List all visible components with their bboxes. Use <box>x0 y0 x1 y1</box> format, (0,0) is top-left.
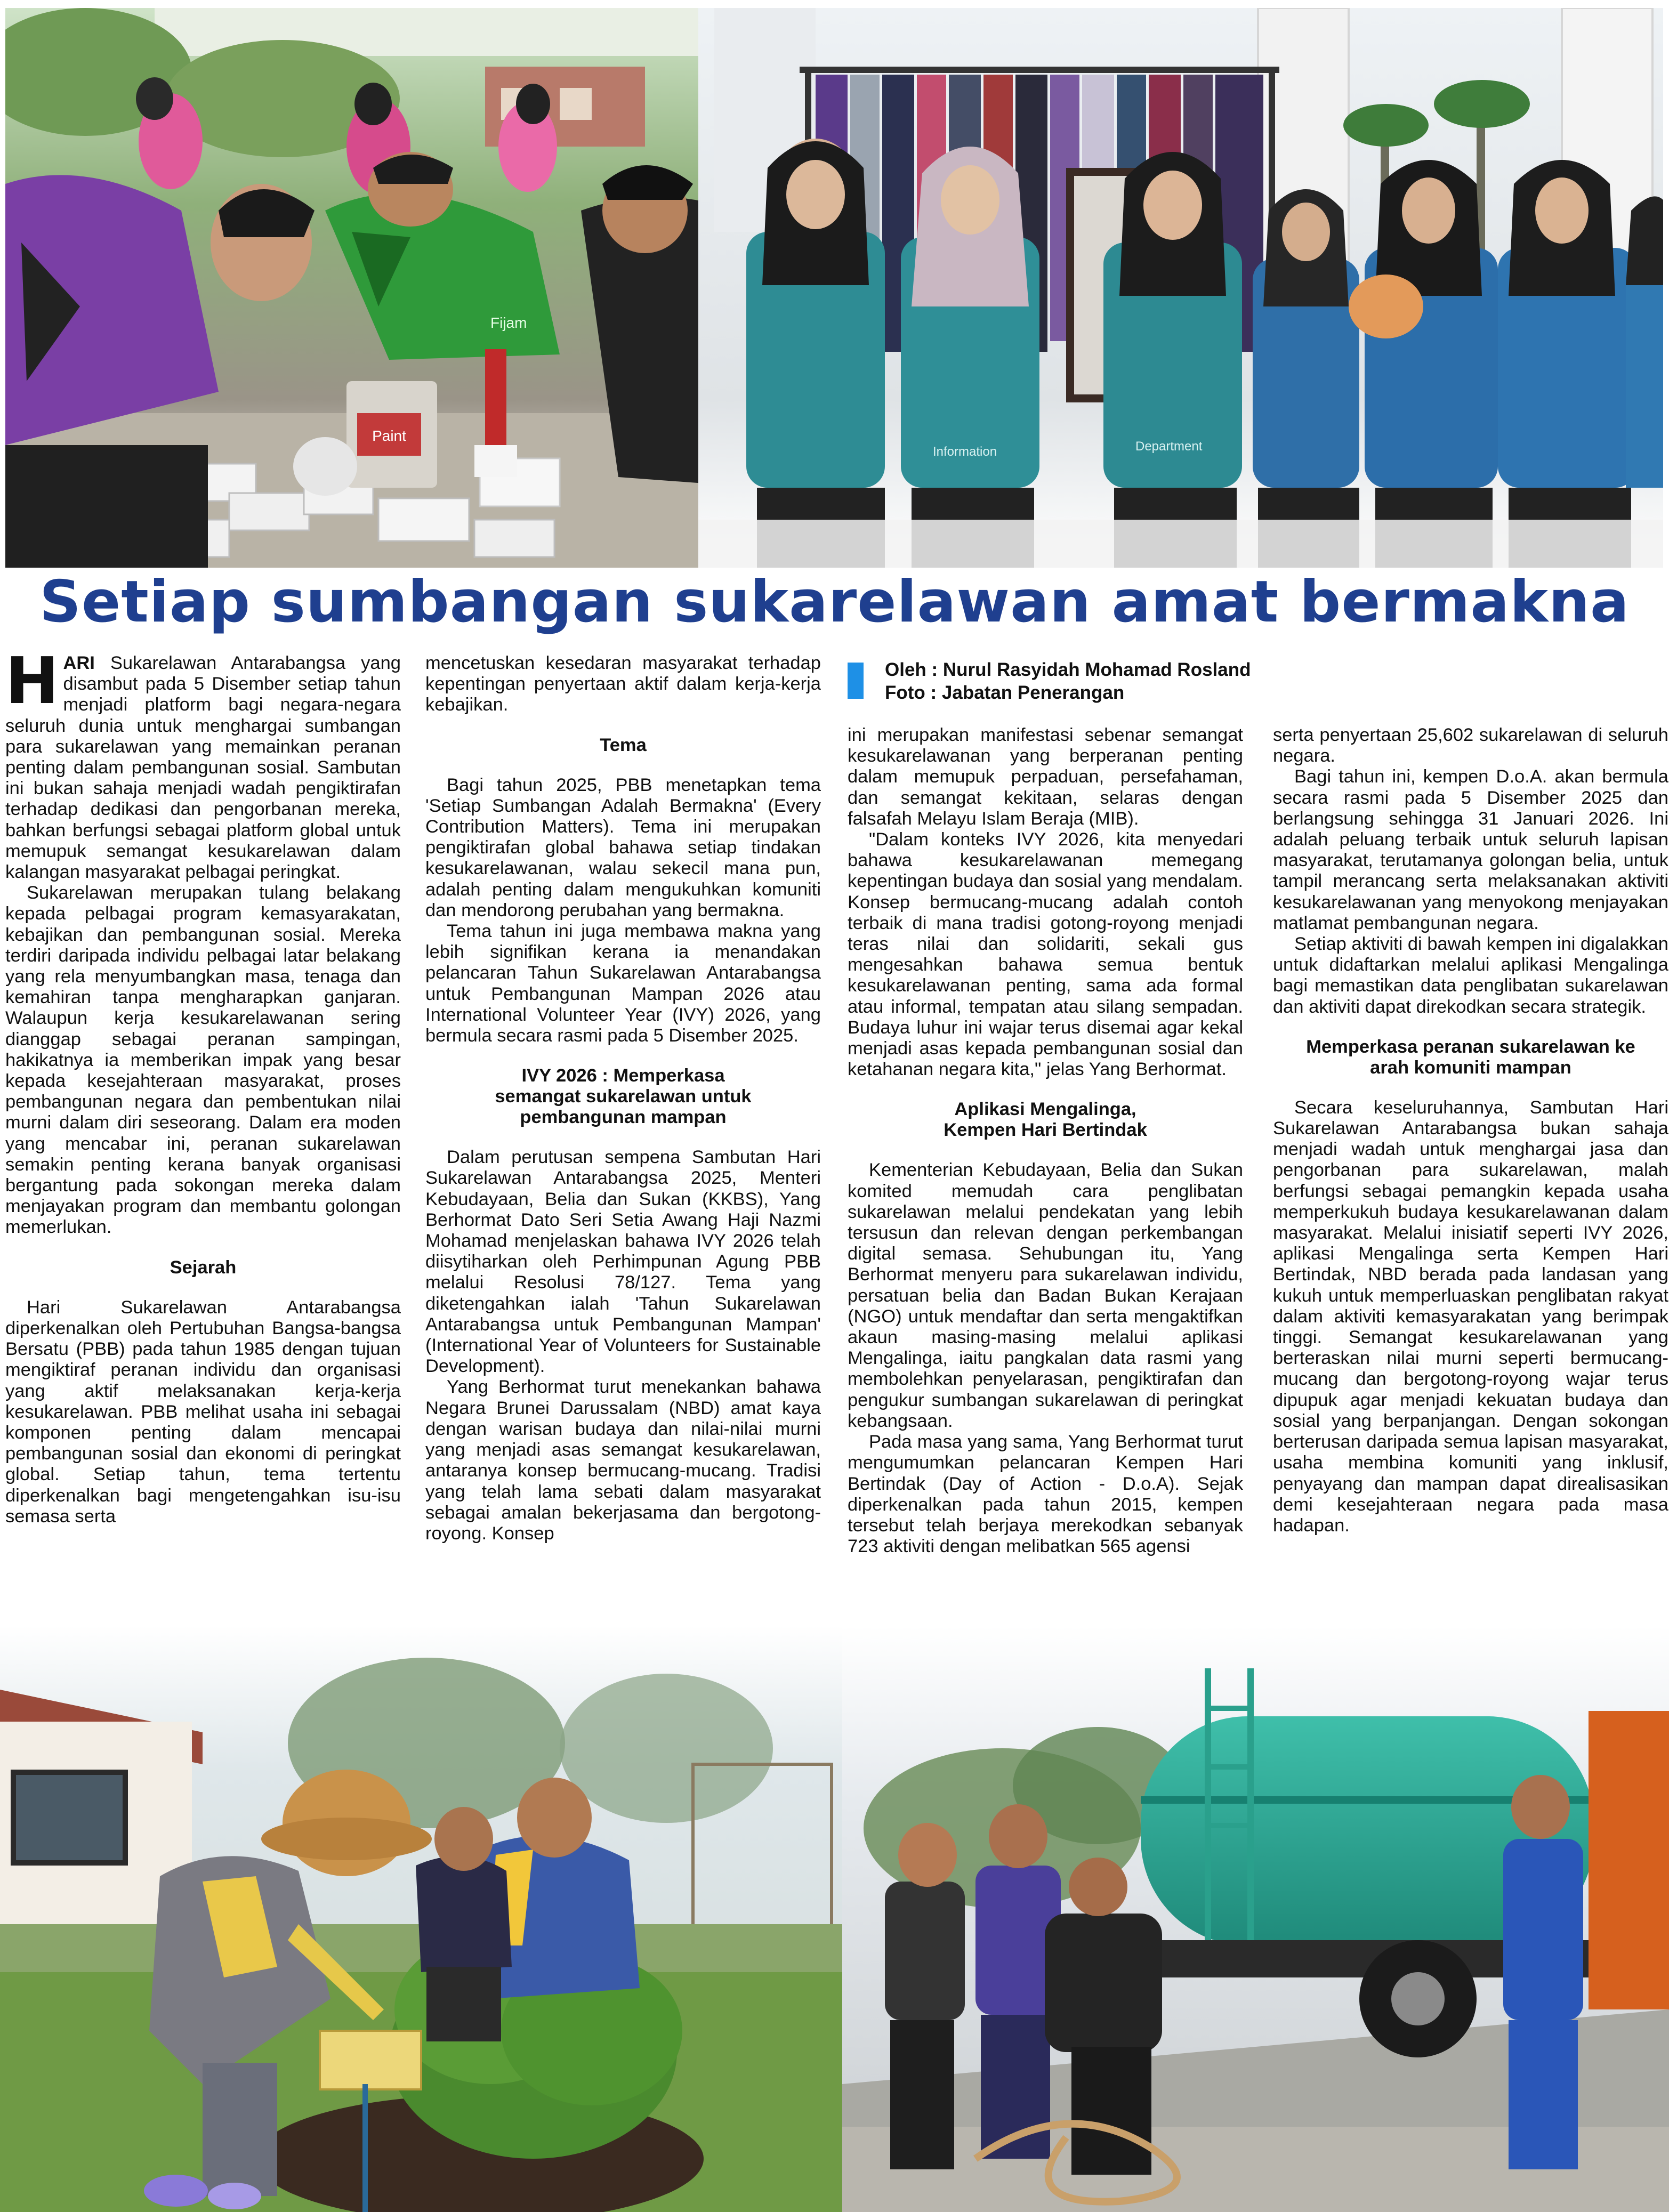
paragraph: Sukarelawan merupakan tulang belakang kepada pelbagai program kemasyarakatan, kebajikan dan pembangunan sosial. Mereka terdiri daripada individu pelbagai latar belakang yang rela menyumbangkan masa, tenaga dan kemahiran tanpa mengharapkan ganjaran. Walaupun kerja kesukarelawanan sering dianggap sebagai peranan sampingan, hakikatnya ia memberikan impak yang besar kepada kesejahteraan masyarakat, proses pembangunan negara dan pembentukan nilai murni dalam diri seseorang. Dalam era moden yang mencabar ini, peranan sukarelawan semakin penting kerana banyak organisasi bergantung pada sokongan mereka dalam menjayakan program dan membantu golongan memerlukan. <box>5 883 401 1238</box>
vest-print-left: Information <box>933 445 997 459</box>
photo-volunteers-painting <box>5 8 762 568</box>
paragraph: serta penyertaan 25,602 sukarelawan di seluruh negara. <box>1273 725 1668 766</box>
photo-water-tanker <box>842 1626 1669 2212</box>
byline-author: Oleh : Nurul Rasyidah Mohamad Rosland <box>885 659 1251 680</box>
photo-tree-planting <box>0 1626 906 2212</box>
subheading-aplikasi <box>848 1099 1243 1141</box>
paint-can-label: Paint <box>372 427 406 444</box>
dropcap: H <box>5 653 59 719</box>
article-column-2 <box>425 653 821 1620</box>
photo-women-praying <box>698 8 1663 568</box>
paragraph: Pada masa yang sama, Yang Berhormat turut mengumumkan pelancaran Kempen Hari Bertindak (Day of Action - D.o.A). Sejak diperkenalkan pada tahun 2015, kempen tersebut telah berjaya merekodkan sebanyak 723 aktiviti dengan melibatkan 565 agensi <box>848 1432 1243 1557</box>
article-column-4 <box>1273 725 1668 1620</box>
subheading-line: Memperkasa peranan sukarelawan ke <box>1306 1036 1635 1057</box>
subheading-line: Kempen Hari Bertindak <box>944 1120 1147 1141</box>
paragraph: ini merupakan manifestasi sebenar semangat kesukarelawanan yang berperanan penting dalam memupuk perpaduan, persefahaman, dan semangat kekitaan, selaras dengan falsafah Melayu Islam Beraja (MIB). <box>848 725 1243 829</box>
subheading-tema: Tema <box>600 734 647 755</box>
subheading-line: semangat sukarelawan untuk <box>495 1086 752 1107</box>
subheading-line: IVY 2026 : Memperkasa <box>521 1065 725 1086</box>
article-column-3 <box>848 725 1243 1620</box>
subheading-sejarah: Sejarah <box>170 1257 237 1278</box>
headline: Setiap sumbangan sukarelawan amat bermakna <box>39 569 1630 635</box>
paragraph: Kementerian Kebudayaan, Belia dan Sukan komited memudah cara penglibatan sukarelawan melalui pendekatan yang lebih tersusun dan relevan dengan perkembangan digital semasa. Sehubungan itu, Yang Berhormat menyeru para sukarelawan individu, persatuan belia dan Badan Bukan Kerajaan (NGO) untuk mendaftar dan serta mengaktifkan akaun masing-masing melalui aplikasi Mengalinga, iaitu pangkalan data rasmi yang membolehkan penyelarasan, pengiktirafan dan pengukur sumbangan sukarelawan di peringkat kebangsaan. <box>848 1160 1243 1431</box>
subheading-memperkasa <box>1273 1037 1668 1078</box>
paragraph <box>5 653 401 883</box>
paragraph: Secara keseluruhannya, Sambutan Hari Sukarelawan Antarabangsa bukan sahaja menjadi wadah untuk menghargai jasa dan pengorbanan para sukarelawan, malah berfungsi sebagai pemangkin kepada usaha memperkukuh budaya kesukarelawanan dalam masyarakat. Melalui inisiatif seperti IVY 2026, aplikasi Mengalinga serta Kempen Hari Bertindak, NBD berada pada landasan yang kukuh untuk memperluaskan penglibatan rakyat dalam aktiviti kemasyarakatan yang berimpak tinggi. Semangat kesukarelawanan yang berteraskan nilai murni seperti bermucang-mucang dan bergotong-royong wajar terus dipupuk agar menjadi kekuatan budaya dan sosial yang berpanjangan. Dengan sokongan berterusan daripada semua lapisan masyarakat, usaha membina komuniti yang inklusif, penyayang dan mampan dapat direalisasikan demi kesejahteraan negara pada masa hadapan. <box>1273 1097 1668 1536</box>
paragraph: Bagi tahun ini, kempen D.o.A. akan bermula secara rasmi pada 5 Disember 2025 dan berlangsung sehingga 31 Januari 2026. Ini adalah peluang terbaik untuk seluruh lapisan masyarakat, terutamanya golongan belia, untuk tampil merancang serta melaksanakan aktiviti kesukarelawanan yang menyokong menjayakan matlamat pembangunan negara. <box>1273 766 1668 933</box>
subheading-line: arah komuniti mampan <box>1370 1057 1571 1078</box>
byline-accent-bar <box>848 663 864 699</box>
paragraph: Yang Berhormat turut menekankan bahawa Negara Brunei Darussalam (NBD) amat kaya dengan warisan budaya dan nilai-nilai murni yang menjadi asas semangat kesukarelawan, antaranya konsep bermucang-mucang. Tradisi yang telah lama sebati dalam masyarakat sebagai amalan bekerjasama dan bergotong-royong. Konsep <box>425 1377 821 1544</box>
shirt-print: Fijam <box>490 314 527 331</box>
vest-print-right: Department <box>1135 439 1203 454</box>
paragraph: Dalam perutusan sempena Sambutan Hari Sukarelawan Antarabangsa 2025, Menteri Kebudayaan, Belia dan Sukan (KKBS), Yang Berhormat Dato Seri Setia Awang Haji Nazmi Mohamad menjelaskan bahawa IVY 2026 telah diisytiharkan oleh Perhimpunan Agung PBB melalui Resolusi 78/127. Tema yang diketengahkan ialah 'Tahun Sukarelawan Antarabangsa untuk Pembangunan Mampan' (International Year of Volunteers for Sustainable Development). <box>425 1147 821 1377</box>
paragraph: mencetuskan kesedaran masyarakat terhadap kepentingan penyertaan aktif dalam kerja-kerja kebajikan. <box>425 653 821 715</box>
lead-caps: ARI <box>63 653 95 673</box>
article-column-1 <box>5 653 401 1620</box>
paragraph: Tema tahun ini juga membawa makna yang lebih signifikan kerana ia menandakan pelancaran Tahun Sukarelawan Antarabangsa untuk Pembangunan Mampan 2026 atau International Volunteer Year (IVY) 2026, yang bermula secara rasmi pada 5 Disember 2025. <box>425 921 821 1046</box>
subheading-ivy <box>425 1065 821 1128</box>
paragraph: Bagi tahun 2025, PBB menetapkan tema 'Setiap Sumbangan Adalah Bermakna' (Every Contribution Matters). Tema ini merupakan pengiktirafan global bahawa setiap tindakan kesukarelawanan, walau sekecil mana pun, adalah penting dalam mengukuhkan komuniti dan mendorong perubahan yang bermakna. <box>425 774 821 921</box>
subheading-line: Aplikasi Mengalinga, <box>954 1099 1136 1120</box>
subheading-line: pembangunan mampan <box>520 1107 727 1128</box>
byline <box>848 658 1274 704</box>
paragraph-text: Sukarelawan Antarabangsa yang disambut pada 5 Disember setiap tahun menjadi platform bagi negara-negara seluruh dunia untuk menghargai sumbangan para sukarelawan yang memainkan peranan penting dalam pembangunan sosial. Sambutan ini bukan sahaja menjadi wadah pengiktirafan terhadap dedikasi dan pengorbanan mereka, bahkan berfungsi sebagai platform global untuk memupuk semangat kesukarelawan dalam kalangan masyarakat pelbagai peringkat. <box>5 653 401 883</box>
paragraph: Hari Sukarelawan Antarabangsa diperkenalkan oleh Pertubuhan Bangsa-bangsa Bersatu (PBB) pada tahun 1985 dengan tujuan mengiktiraf peranan individu dan organisasi yang aktif melaksanakan kerja-kerja kesukarelawan. PBB melihat usaha ini sebagai komponen penting dalam mencapai pembangunan sosial dan ekonomi di peringkat global. Setiap tahun, tema tertentu diperkenalkan bagi mengetengahkan isu-isu semasa serta <box>5 1297 401 1527</box>
paragraph: "Dalam konteks IVY 2026, kita menyedari bahawa kesukarelawanan memegang kepentingan budaya dan sosial yang mendalam. Konsep bermucang-mucang adalah contoh terbaik di mana tradisi gotong-royong menjadi teras nilai dan solidariti, sekali gus mengesahkan bahawa semua bentuk kesukarelawanan penting, sama ada formal atau informal, tempatan atau silang sempadan. Budaya luhur ini wajar terus disemai agar kekal menjadi asas kepada pembangunan sosial dan ketahanan negara kita," jelas Yang Berhormat. <box>848 829 1243 1080</box>
byline-photo-credit: Foto : Jabatan Penerangan <box>885 682 1125 703</box>
paragraph: Setiap aktiviti di bawah kempen ini digalakkan untuk didaftarkan melalui aplikasi Mengalinga bagi memastikan data penglibatan sukarelawan dan aktiviti dapat direkodkan secara strategik. <box>1273 934 1668 1017</box>
